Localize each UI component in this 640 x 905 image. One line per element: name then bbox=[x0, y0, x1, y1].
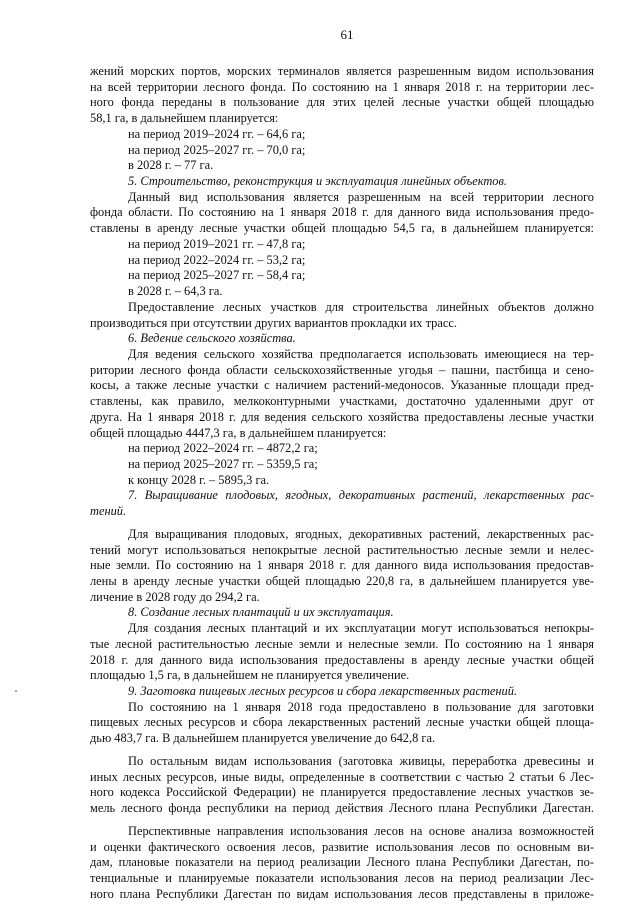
text-line: иных лесных ресурсов, иные виды, определенные в соответствии с частью 2 статьи 6 Лес- bbox=[90, 769, 594, 784]
text-line: на период 2022–2024 гг. – 4872,2 га; bbox=[128, 441, 318, 456]
section-heading-line: 8. Создание лесных плантаций и их эксплуатация. bbox=[128, 605, 394, 620]
text-line: площадью 1,5 га, в дальнейшем не планируется увеличение. bbox=[90, 668, 410, 683]
body-text bbox=[90, 64, 594, 902]
text-line: Предоставление лесных участков для строительства линейных объектов должно bbox=[128, 299, 594, 314]
text-line: Для выращивания плодовых, ягодных, декоративных растений, лекарственных рас- bbox=[128, 526, 594, 541]
text-line: друга. На 1 января 2018 г. для ведения сельского хозяйства предоставлены лесные участки bbox=[90, 409, 594, 424]
text-line: ного плана Республики Дагестан по видам использования лесов представлены в приложе- bbox=[90, 886, 594, 901]
text-line: на период 2025–2027 гг. – 70,0 га; bbox=[128, 142, 306, 157]
text-line: производиться при отсутствии других вариантов прокладки их трасс. bbox=[90, 315, 457, 330]
text-line: 58,1 га, в дальнейшем планируется: bbox=[90, 111, 279, 126]
text-line: на период 2025–2027 гг. – 58,4 га; bbox=[128, 268, 306, 283]
text-line: Для создания лесных плантаций и их эксплуатации могут использоваться непокры- bbox=[128, 621, 594, 636]
text-line: на период 2022–2024 гг. – 53,2 га; bbox=[128, 252, 306, 267]
section-heading-line: 7. Выращивание плодовых, ягодных, декоративных растений, лекарственных рас- bbox=[128, 488, 594, 503]
text-line: в 2028 г. – 77 га. bbox=[128, 158, 214, 173]
text-line: косы, а также лесные участки с наличием растений-медоносов. Указанные площади пред- bbox=[90, 378, 594, 393]
text-line: в 2028 г. – 64,3 га. bbox=[128, 284, 223, 299]
text-line: и оценки фактического освоения лесов, развитие использования лесов по основным ви- bbox=[90, 839, 594, 854]
text-line: Данный вид использования является разрешенным на всей территории лесного bbox=[128, 189, 594, 204]
text-line: дам, плановые показатели на период реализации Лесного плана Республики Дагестан, по- bbox=[90, 855, 594, 870]
text-line: личение в 2028 году до 294,2 га. bbox=[90, 589, 260, 604]
text-line: По состоянию на 1 января 2018 года предоставлено в пользование для заготовки bbox=[128, 699, 594, 714]
text-line: дью 483,7 га. В дальнейшем планируется увеличение до 642,8 га. bbox=[90, 731, 436, 746]
text-line: ставлены в аренду лесные участки общей площадью 54,5 га, в дальнейшем планируется: bbox=[90, 221, 594, 236]
text-line: ного фонда переданы в пользование для этих целей лесные участки общей площадью bbox=[90, 95, 594, 110]
text-line: к концу 2028 г. – 5895,3 га. bbox=[128, 472, 270, 487]
text-line: 2018 г. для данного вида использования предоставлены в аренду лесные участки общей bbox=[90, 652, 594, 667]
text-line: фонда области. По состоянию на 1 января 2018 г. для данного вида использования предо- bbox=[90, 205, 594, 220]
paragraph-gap bbox=[90, 520, 594, 527]
text-line: мель лесного фонда республики на период действия Лесного плана Республики Дагестан. bbox=[90, 801, 594, 816]
text-line: общей площадью 4447,3 га, в дальнейшем планируется: bbox=[90, 425, 387, 440]
text-line: тые лесной растительностью лесные земли и нелесные земли. По состоянию на 1 января bbox=[90, 636, 594, 651]
document-page bbox=[90, 27, 594, 902]
text-line: лены в аренду лесные участки общей площадью 220,8 га, в дальнейшем планируется уве- bbox=[90, 574, 594, 588]
section-heading-line: 5. Строительство, реконструкция и эксплуатация линейных объектов. bbox=[128, 174, 507, 189]
section-heading-line: тений. bbox=[90, 504, 127, 519]
text-line: ного кодекса Российской Федерации) не планируется предоставление лесных участков зе- bbox=[90, 785, 594, 800]
text-line: тенциальные и планируемые показатели использования лесов на период реализации Лес- bbox=[90, 870, 594, 885]
text-line: пищевых лесных ресурсов и сбора лекарственных растений лесные участки общей площа- bbox=[90, 715, 594, 730]
section-heading-line: 6. Ведение сельского хозяйства. bbox=[128, 331, 296, 346]
text-line: тений могут использоваться непокрытые лесной растительностью лесные земли и нелес- bbox=[90, 542, 594, 557]
scan-speck bbox=[15, 690, 17, 692]
paragraph-gap bbox=[90, 747, 594, 754]
text-line: на всей территории лесного фонда. По состоянию на 1 января 2018 г. на территории лес- bbox=[90, 79, 594, 94]
text-line: ные земли. По состоянию на 1 января 2018 г. для данного вида использования предостав- bbox=[90, 558, 594, 573]
section-heading-line: 9. Заготовка пищевых лесных ресурсов и сбора лекарственных растений. bbox=[128, 684, 518, 699]
text-line: на период 2019–2021 гг. – 47,8 га; bbox=[128, 236, 306, 251]
text-line: ставлены, как правило, мелкоконтурными участками, достаточно удаленными друг от bbox=[90, 394, 594, 409]
paragraph-gap bbox=[90, 817, 594, 824]
text-line: на период 2019–2024 гг. – 64,6 га; bbox=[128, 126, 306, 141]
page-number: 61 bbox=[340, 27, 354, 42]
text-line: на период 2025–2027 гг. – 5359,5 га; bbox=[128, 456, 318, 471]
text-line: жений морских портов, морских терминалов является разрешенным видом использования bbox=[90, 64, 594, 78]
text-line: Перспективные направления использования лесов на основе анализа возможностей bbox=[128, 823, 594, 838]
text-line: По остальным видам использования (заготовка живицы, переработка древесины и bbox=[128, 753, 594, 768]
text-line: ритории лесного фонда области сельскохозяйственные угодья – пашни, пастбища и сено- bbox=[90, 362, 594, 377]
text-line: Для ведения сельского хозяйства предполагается использовать имеющиеся на тер- bbox=[128, 346, 594, 361]
